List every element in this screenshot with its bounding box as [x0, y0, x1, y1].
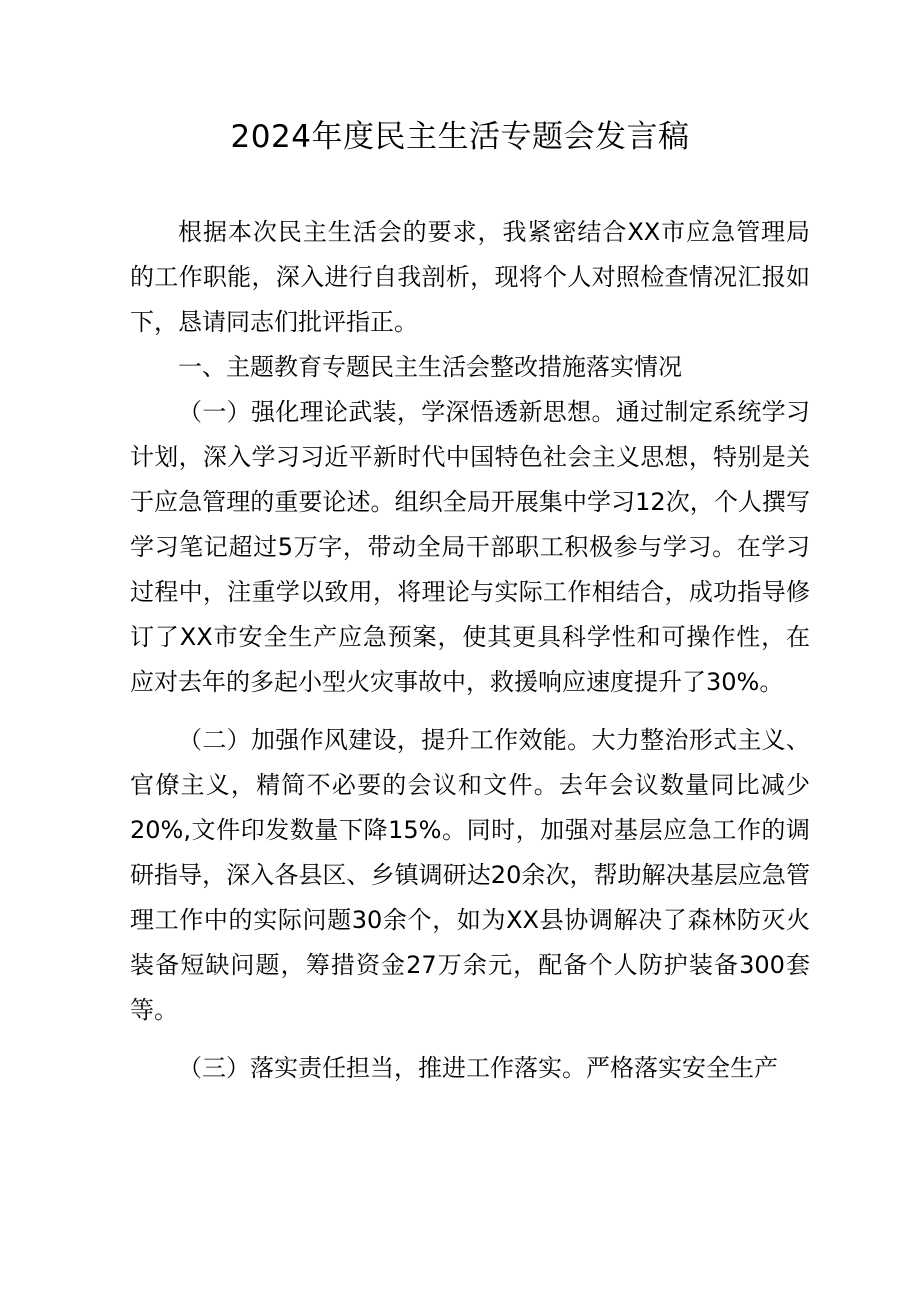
section-heading: 一、主题教育专题民主生活会整改措施落实情况 — [178, 353, 682, 381]
item-paragraph-2: （二）加强作风建设，提升工作效能。大力整治形式主义、官僚主义，精简不必要的会议和文件。去年会议数量同比减少20%,文件印发数量下降15%。同时，加强对基层应急工作的调研指导，深入各县区、乡镇调研达20余次，帮助解决基层应急管理工作中的实际问题30余个，如为XX县协调解决了森林防灭火装备短缺问题，筹措资金27万余元，配备个人防护装备300套等。 — [130, 726, 810, 1024]
paragraph-gap — [130, 1033, 810, 1046]
item-paragraph-1: （一）强化理论武装，学深悟透新思想。通过制定系统学习计划，深入学习习近平新时代中国特色社会主义思想，特别是关于应急管理的重要论述。组织全局开展集中学习12次，个人撰写学习笔记超过5万字，带动全局干部职工积极参与学习。在学习过程中，注重学以致用，将理论与实际工作相结合，成功指导修订了XX市安全生产应急预案，使其更具科学性和可操作性，在应对去年的多起小型火灾事故中，救援响应速度提升了30%。 — [130, 398, 810, 696]
document-title: 2024年度民主生活专题会发言稿 — [230, 119, 690, 155]
item-paragraph-3: （三）落实责任担当，推进工作落实。严格落实安全生产 — [178, 1054, 778, 1082]
document-body — [130, 210, 810, 1091]
paragraph-gap — [130, 705, 810, 718]
intro-paragraph: 根据本次民主生活会的要求，我紧密结合XX市应急管理局的工作职能，深入进行自我剖析，现将个人对照检查情况汇报如下，恳请同志们批评指正。 — [130, 218, 810, 336]
